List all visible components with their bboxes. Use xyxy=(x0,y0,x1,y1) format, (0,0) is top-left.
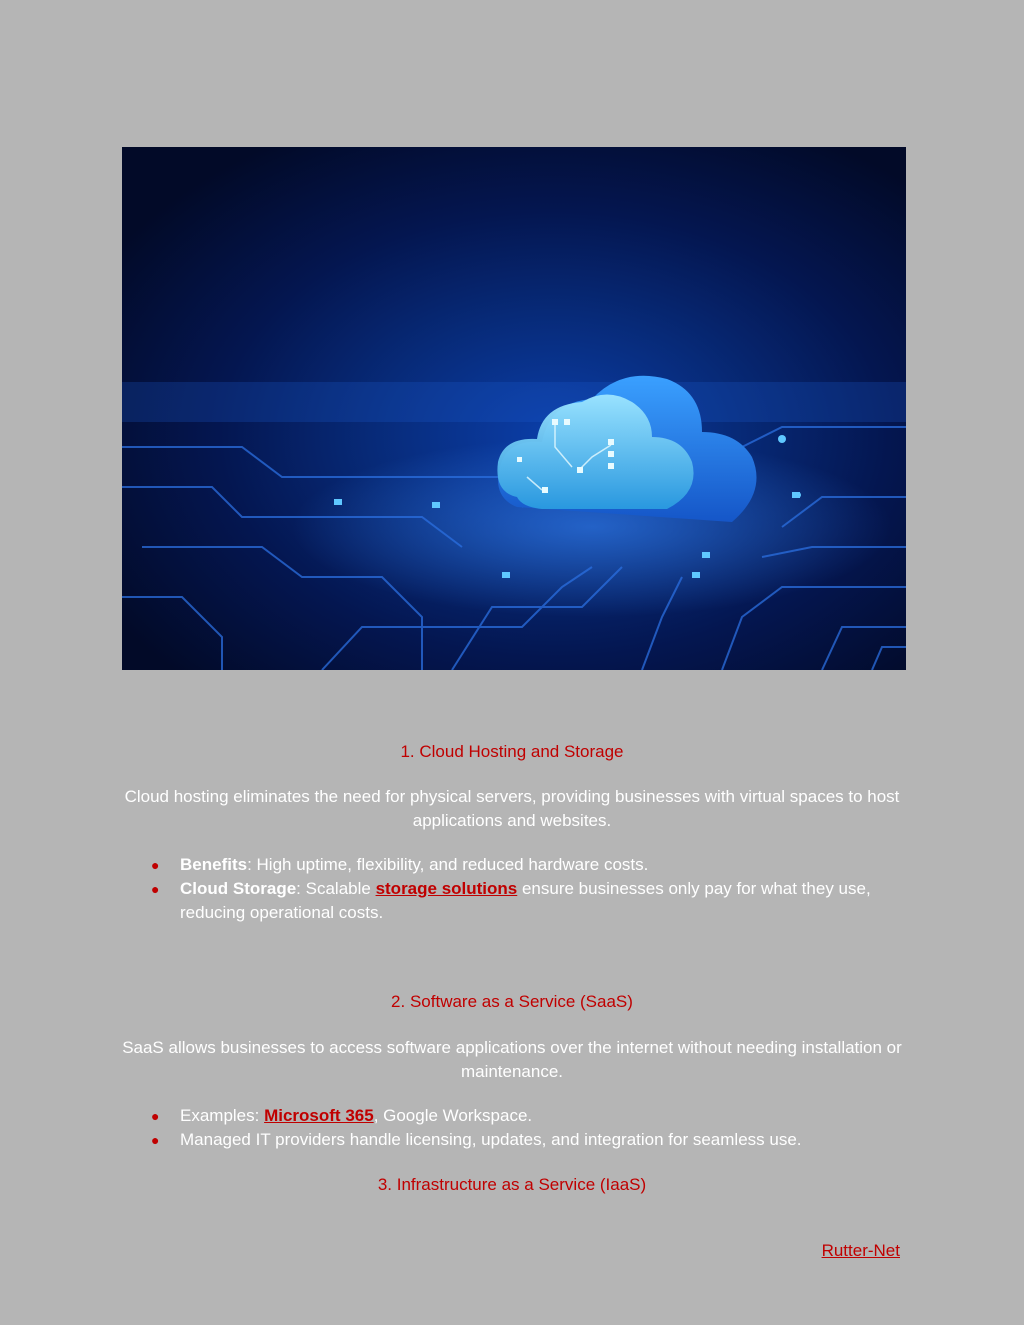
bullet-icon: ● xyxy=(151,857,160,873)
list-item xyxy=(151,853,900,877)
hero-image xyxy=(122,147,906,670)
section-heading-cloud-hosting: 1. Cloud Hosting and Storage xyxy=(400,742,624,761)
list-item xyxy=(151,877,900,925)
cloud-illustration xyxy=(122,147,906,670)
bullet-icon: ● xyxy=(151,1108,160,1124)
section-paragraph-saas: SaaS allows businesses to access software applications over the internet without needing installation or maintenance. xyxy=(122,1038,902,1081)
bullet-text: : High uptime, flexibility, and reduced hardware costs. xyxy=(247,855,649,874)
bullet-text: ensure businesses only pay for what they use, reducing operational costs. xyxy=(180,879,871,922)
bullet-list-cloud-hosting xyxy=(151,853,900,925)
bullet-text: : Scalable xyxy=(296,879,376,898)
bullet-text: Managed IT providers handle licensing, updates, and integration for seamless use. xyxy=(180,1130,802,1149)
list-item xyxy=(151,1128,900,1152)
microsoft-365-link[interactable]: Microsoft 365 xyxy=(264,1106,374,1125)
storage-solutions-link[interactable]: storage solutions xyxy=(375,879,518,898)
bullet-text: Examples: xyxy=(180,1106,265,1125)
section-heading-saas: 2. Software as a Service (SaaS) xyxy=(391,992,633,1011)
bullet-icon: ● xyxy=(151,1132,160,1148)
bullet-icon: ● xyxy=(151,881,160,897)
section-heading-iaas: 3. Infrastructure as a Service (IaaS) xyxy=(377,1175,647,1194)
bullet-label: Benefits xyxy=(180,855,248,874)
rutter-net-link[interactable]: Rutter-Net xyxy=(821,1241,900,1260)
list-item xyxy=(151,1104,900,1128)
bullet-label: Cloud Storage xyxy=(180,879,297,898)
bullet-text: , Google Workspace. xyxy=(373,1106,533,1125)
section-paragraph-cloud-hosting: Cloud hosting eliminates the need for physical servers, providing businesses with virtual spaces to host applications and websites. xyxy=(124,787,900,830)
bullet-list-saas xyxy=(151,1104,900,1152)
